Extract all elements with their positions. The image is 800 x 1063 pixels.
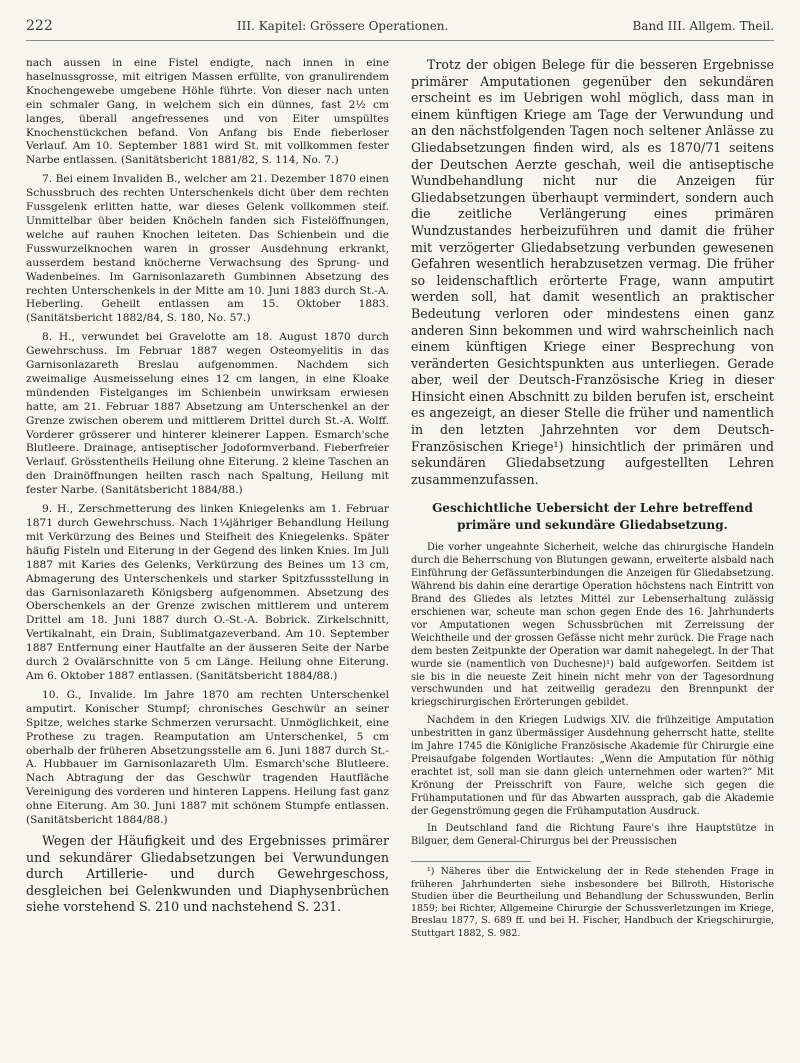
book-page [26,18,774,1048]
case-paragraph: nach aussen in eine Fistel endigte, nach innen in eine haselnussgrosse, mit eitrigen Massen erfüllte, von granulirendem Knochengewebe umgebene Höhle führte. Von dieser nach unten ein schmaler Gang, in welchem sich ein dünnes, fast 2½ cm langes, überall angefressenes und von Eiter umspültes Knochenstückchen befand. Von Anfang bis Ende fieberloser Verlauf. Am 10. September 1881 wird St. mit vollkommen fester Narbe entlassen. (Sanitätsbericht 1881/82, S. 114, No. 7.) [26,57,389,167]
body-paragraph: Trotz der obigen Belege für die besseren Ergebnisse primärer Amputationen gegenüber den sekundären erscheint es im Uebrigen wohl möglich, dass man in einem künftigen Kriege am Tage der Verwundung und an den nächstfolgenden Tagen noch seltener Anlässe zu Gliedabsetzungen finden wird, als es 1870/71 seitens der Deutschen Aerzte geschah, weil die antiseptische Wundbehandlung nicht nur die Anzeigen für Gliedabsetzungen überhaupt vermindert, sondern auch die zeitliche Verlängerung eines primären Wundzustandes herbeizuführen und damit die früher mit verzögerter Gliedabsetzung verbunden gewesenen Gefahren wesentlich herabzusetzen vermag. Die früher so leidenschaftlich erörterte Frage, wann amputirt werden soll, hat damit wesentlich an praktischer Bedeutung verloren oder mindestens einen ganz anderen Sinn bekommen und wird wahrscheinlich nach einem künftigen Kriege einer Besprechung von veränderten Gesichtspunkten aus unterliegen. Gerade aber, weil der Deutsch-Französische Krieg in dieser Hinsicht einen Abschnitt zu bilden berufen ist, erscheint es angezeigt, an dieser Stelle die früher und namentlich in den letzten Jahrzehnten vor dem Deutsch-Französischen Kriege¹) hinsichtlich der primären und sekundären Gliedabsetzung aufgestellten Lehren zusammenzufassen. [411,57,774,487]
page-number: 222 [26,18,53,34]
section-heading-line: primäre und sekundäre Gliedabsetzung. [457,518,728,533]
right-column [411,57,774,945]
case-paragraph: 9. H., Zerschmetterung des linken Kniegelenks am 1. Februar 1871 durch Gewehrschuss. Nach 1¼jähriger Behandlung Heilung mit Verkürzung des Beines und Steifheit des Kniegelenks. Später häufig Fisteln und Eiterung in der Gegend des linken Knies. Im Juli 1887 mit Karies des Gelenks, Verkürzung des Beines um 13 cm, Abmagerung des Unterschenkels und starker Spitzfussstellung in das Garnisonlazareth Königsberg aufgenommen. Absetzung des Oberschenkels an der Grenze zwischen mittlerem und unterem Drittel am 18. Juni 1887 durch O.-St.-A. Bobrick. Zirkelschnitt, Vertikalnaht, ein Drain, Sublimatgazeverband. Am 10. September 1887 Entfernung einer Hautfalte an der äusseren Seite der Narbe durch 2 Ovalärschnitte von 5 cm Länge. Heilung ohne Eiterung. Am 6. Oktober 1887 entlassen. (Sanitätsbericht 1884/88.) [26,503,389,682]
text-columns [26,57,774,945]
body-paragraph: In Deutschland fand die Richtung Faure's ihre Hauptstütze in Bilguer, dem General-Chirurgus bei der Preussischen [411,823,774,848]
summary-paragraph: Wegen der Häufigkeit und des Ergebnisses primärer und sekundärer Gliedabsetzungen bei Verwundungen durch Artillerie- und durch Gewehrgeschoss, desgleichen bei Gelenkwunden und Diaphysenbrüchen siehe vorstehend S. 210 und nachstehend S. 231. [26,832,389,915]
section-heading [411,500,774,534]
footnote: ¹) Näheres über die Entwickelung der in Rede stehenden Frage in früheren Jahrhunderten siehe insbesondere bei Billroth, Historische Studien über die Beurtheilung und Behandlung der Schusswunden, Berlin 1859; bei Richter, Allgemeine Chirurgie der Schussverletzungen im Kriege, Breslau 1877, S. 689 ff. und bei H. Fischer, Handbuch der Kriegschirurgie, Stuttgart 1882, S. 982. [411,866,774,939]
chapter-title: III. Kapitel: Grössere Operationen. [236,19,449,33]
case-paragraph: 7. Bei einem Invaliden B., welcher am 21. Dezember 1870 einen Schussbruch des rechten Unterschenkels dicht über dem rechten Fussgelenk erlitten hatte, war dieses Gelenk vollkommen steif. Unmittelbar über beiden Knöcheln fanden sich Fistelöffnungen, welche auf rauhen Knochen leiteten. Das Schienbein und die Fusswurzelknochen waren in grosser Ausdehnung erkrankt, ausserdem bestand knöcherne Verwachsung des Sprung- und Wadenbeines. Im Garnisonlazareth Gumbinnen Absetzung des rechten Unterschenkels in der Mitte am 10. Juni 1883 durch St.-A. Heberling. Geheilt entlassen am 15. Oktober 1883. (Sanitätsbericht 1882/84, S. 180, No. 57.) [26,173,389,325]
section-heading-line: Geschichtliche Uebersicht der Lehre betreffend [432,501,753,516]
footnote-divider [411,861,531,862]
left-column [26,57,389,945]
body-paragraph: Die vorher ungeahnte Sicherheit, welche das chirurgische Handeln durch die Beherrschung von Blutungen gewann, erweiterte alsbald nach Einführung der Gefässunterbindungen die Anzeigen für Gliedabsetzung. Während bis dahin eine derartige Operation höchstens nach Eintritt von Brand des Gliedes als letztes Mittel zur Lebenserhaltung zulässig erschienen war, scheute man schon gegen Ende des 16. Jahrhunderts vor Amputationen wegen Schussbrüchen mit Zerreissung der Weichtheile und der grossen Gefässe nicht mehr zurück. Die Frage nach dem besten Zeitpunkte der Operation war damit nahegelegt. In der That wurde sie (namentlich von Duchesne)¹) bald aufgeworfen. Seitdem ist sie bis in die neueste Zeit hinein nicht mehr von der Tagesordnung verschwunden und hat zeitweilig geradezu den Brennpunkt der kriegschirurgischen Erörterungen gebildet. [411,542,774,709]
case-paragraph: 8. H., verwundet bei Gravelotte am 18. August 1870 durch Gewehrschuss. Im Februar 1887 wegen Osteomyelitis in das Garnisonlazareth Breslau aufgenommen. Nachdem sich zweimalige Ausmeisselung eines 12 cm langen, in eine Kloake mündenden Fistelganges im Schienbein unwirksam erwiesen hatte, am 21. Februar 1887 Absetzung am Unterschenkel an der Grenze zwischen oberem und mittlerem Drittel durch St.-A. Wolff. Vorderer grösserer und hinterer kleinerer Lappen. Esmarch'sche Blutleere. Drainage, antiseptischer Jodoformverband. Fieberfreier Verlauf. Grösstentheils Heilung ohne Eiterung. 2 kleine Taschen an den Drainöffnungen heilten rasch nach Spaltung, Heilung mit fester Narbe. (Sanitätsbericht 1884/88.) [26,331,389,497]
volume-title: Band III. Allgem. Theil. [632,19,774,33]
running-header [26,18,774,41]
body-paragraph: Nachdem in den Kriegen Ludwigs XIV. die frühzeitige Amputation unbestritten in ganz übermässiger Ausdehnung geherrscht hatte, stellte im Jahre 1745 die Königliche Französische Akademie für Chirurgie eine Preisaufgabe folgenden Wortlautes: „Wenn die Amputation für nöthig erachtet ist, soll man sie dann gleich unternehmen oder warten?“ Mit Krönung der Preisschrift von Faure, welche sich gegen die Frühamputationen und für das Abwarten aussprach, gab die Akademie der Gegenströmung gegen die Frühamputation Ausdruck. [411,715,774,817]
case-paragraph: 10. G., Invalide. Im Jahre 1870 am rechten Unterschenkel amputirt. Konischer Stumpf; chronisches Geschwür an seiner Spitze, welches starke Schmerzen verursacht. Unmöglichkeit, eine Prothese zu tragen. Reamputation am Unterschenkel, 5 cm oberhalb der früheren Absetzungsstelle am 6. Juni 1887 durch St.-A. Hubbauer im Garnisonlazareth Ulm. Esmarch'sche Blutleere. Nach Abtragung der das Geschwür tragenden Hautfläche Vereinigung des vorderen und hinteren Lappens. Heilung fast ganz ohne Eiterung. Am 30. Juni 1887 mit schönem Stumpfe entlassen. (Sanitätsbericht 1884/88.) [26,688,389,827]
